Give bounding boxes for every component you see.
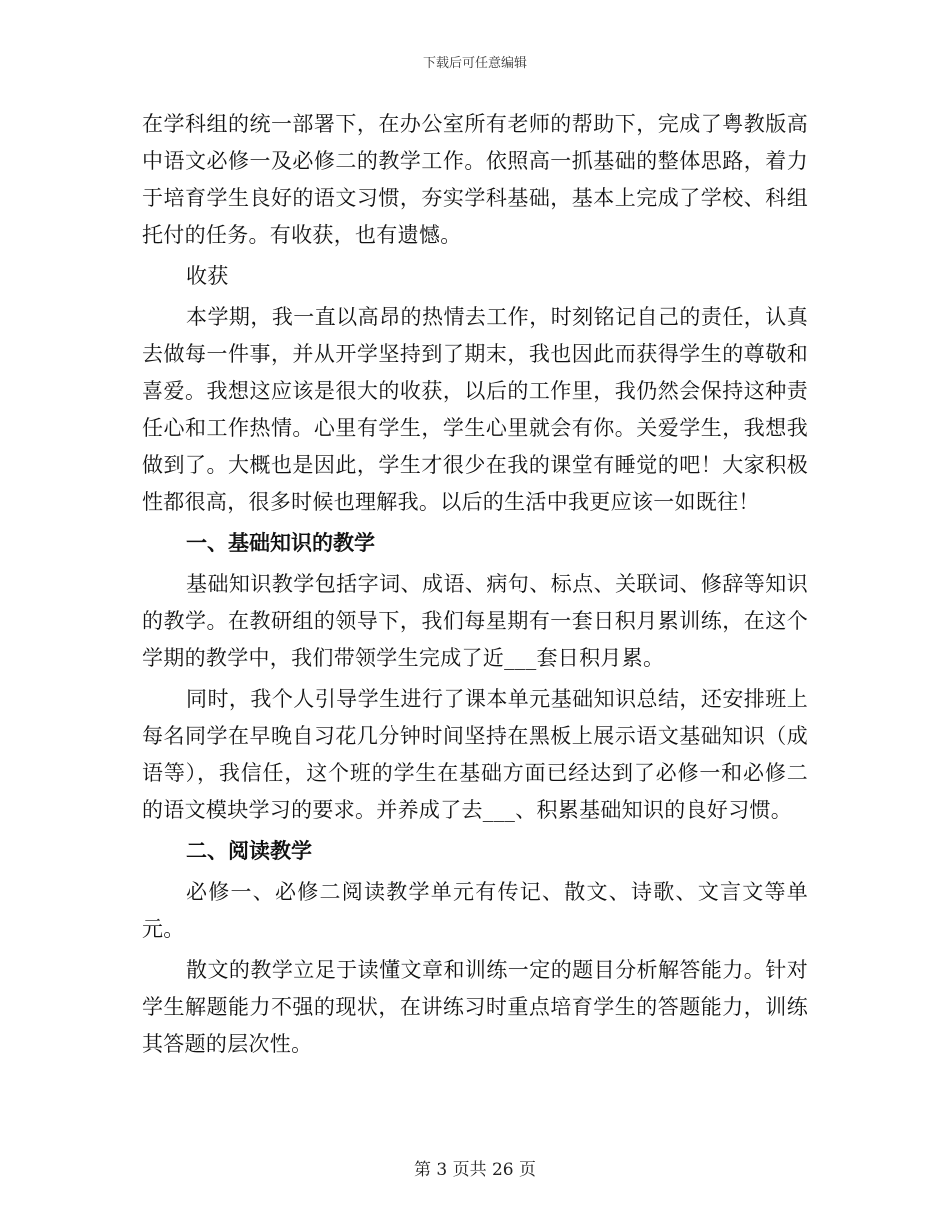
- paragraph-basic-knowledge-2: 同时，我个人引导学生进行了课本单元基础知识总结，还安排班上每名同学在早晚自习花几分钟时间坚持在黑板上展示语文基础知识（成语等），我信任，这个班的学生在基础方面已经达到了必修一和必修二的语文模块学习的要求。并养成了去___、积累基础知识的良好习惯。: [142, 687, 808, 822]
- paragraph-basic-knowledge: 基础知识教学包括字词、成语、病句、标点、关联词、修辞等知识的教学。在教研组的领导下，我们每星期有一套日积月累训练，在这个学期的教学中，我们带领学生完成了近___套日积月累。: [142, 572, 808, 670]
- paragraph-intro: 在学科组的统一部署下，在办公室所有老师的帮助下，完成了粤教版高中语文必修一及必修二的教学工作。依照高一抓基础的整体思路，着力于培育学生良好的语文习惯，夯实学科基础，基本上完成了学校、科组托付的任务。有收获，也有遗憾。: [142, 112, 808, 247]
- paragraph-prose: 散文的教学立足于读懂文章和训练一定的题目分析解答能力。针对学生解题能力不强的现状，在讲练习时重点培育学生的答题能力，训练其答题的层次性。: [142, 958, 808, 1056]
- section-heading-reading: 二、阅读教学: [186, 839, 312, 863]
- page-header: 下载后可任意编辑: [422, 56, 527, 71]
- paragraph-harvest: 本学期，我一直以高昂的热情去工作，时刻铭记自己的责任，认真去做每一件事，并从开学坚持到了期末，我也因此而获得学生的尊敬和喜爱。我想这应该是很大的收获，以后的工作里，我仍然会保持这种责任心和工作热情。心里有学生，学生心里就会有你。关爱学生，我想我做到了。大概也是因此，学生才很少在我的课堂有睡觉的吧！大家积极性都很高，很多时候也理解我。以后的生活中我更应该一如既往！: [142, 305, 808, 514]
- paragraph-reading: 必修一、必修二阅读教学单元有传记、散文、诗歌、文言文等单元。: [142, 880, 808, 941]
- document-body: [142, 106, 808, 1067]
- section-heading-basic-knowledge: 一、基础知识的教学: [186, 531, 375, 555]
- section-label-harvest: 收获: [186, 264, 229, 288]
- page-footer: 第 3 页共 26 页: [413, 1160, 537, 1180]
